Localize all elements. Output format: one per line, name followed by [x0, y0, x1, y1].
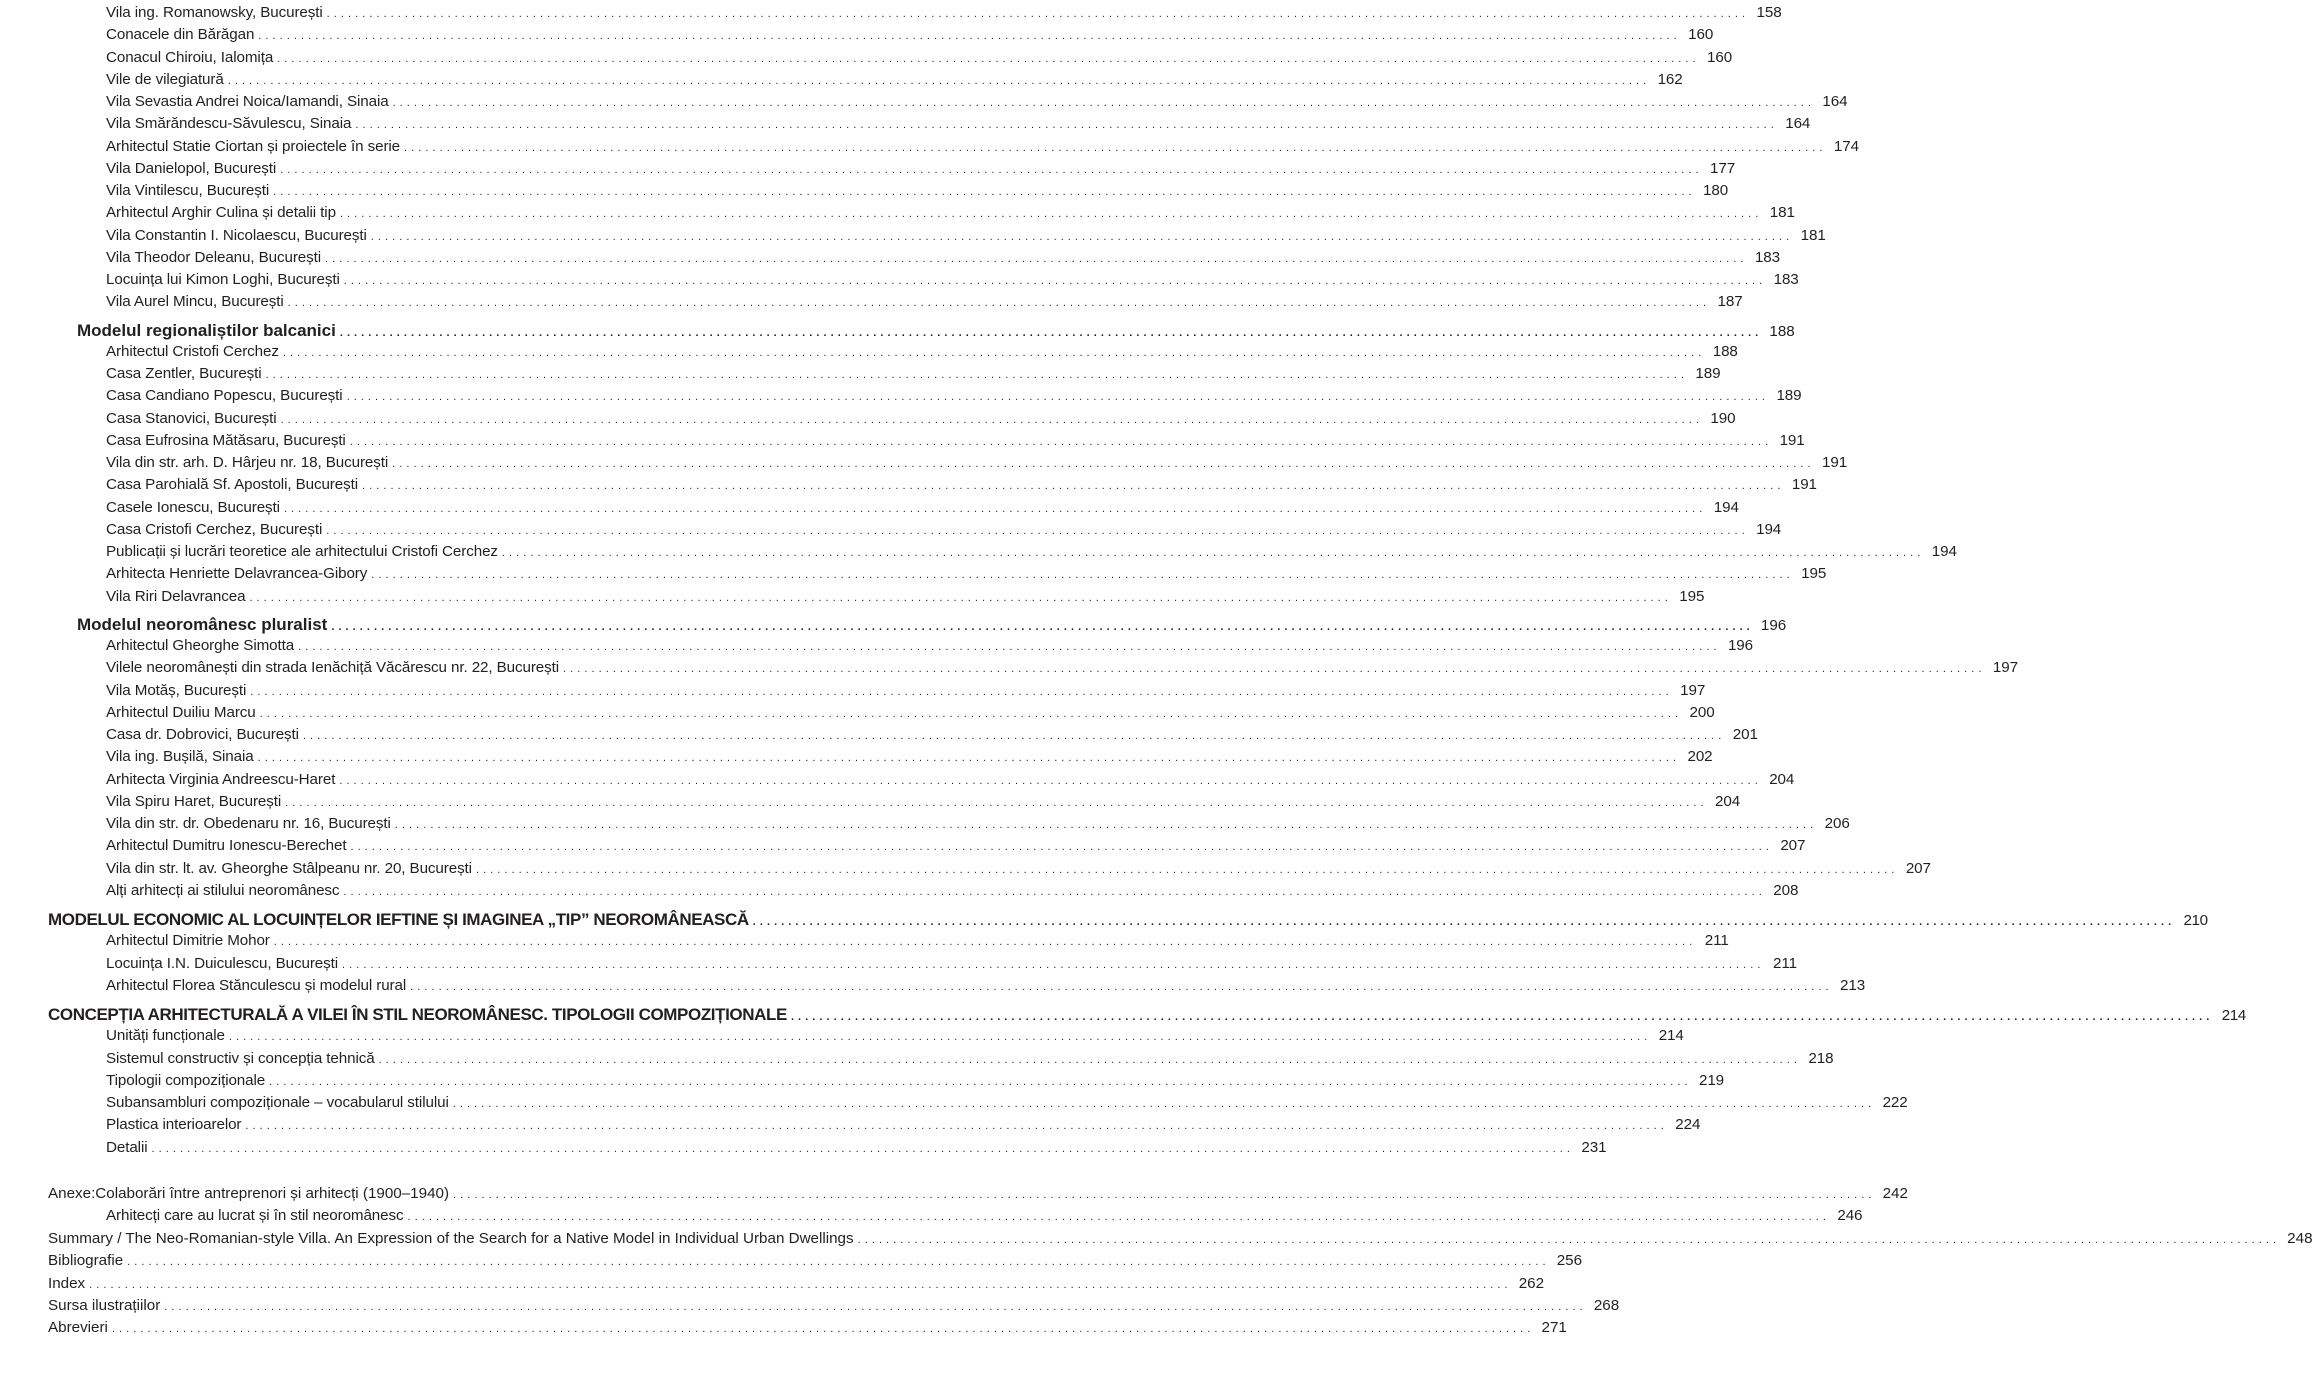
toc-entry-page: 195	[1801, 565, 1827, 583]
toc-entry-title: Arhitectul Arghir Culina și detalii tip	[106, 204, 336, 222]
toc-entry-title: Vila Danielopol, București	[106, 159, 277, 177]
toc-entry	[106, 770, 1795, 788]
dot-leader: . . . . . . . . . . . . . . . . . . . . . . . . . . . . . . . . . . . . . . . . . . . . . . . . . . . . . . . . . . . . . . . . . . . . . . . . . . . . . . . . . . . . . . . . . . . . . . . . . . . . . . . . . . . . . . . . . . . . . . . . . . . . . . . . . . . . . . . . . . . . . . . . . . . . . . . . . . . . . . . . . . . . . . . . . . . . . . . . . . . . . . . . . . . . . . . . . . . . . . . .	[410, 980, 1830, 993]
toc-entry	[106, 48, 1733, 66]
toc-entry	[77, 614, 1787, 635]
toc-entry-title: Modelul neoromânesc pluralist	[77, 614, 328, 634]
toc-entry	[106, 1207, 1863, 1225]
toc-entry	[106, 271, 1799, 288]
toc-entry	[106, 726, 1758, 743]
toc-entry-page: 210	[2183, 912, 2208, 929]
toc-entry	[106, 792, 1741, 810]
toc-entry	[48, 910, 2208, 930]
toc-entry-title: Vila Smărăndescu-Săvulescu, Sinaia	[106, 115, 352, 133]
dot-leader: . . . . . . . . . . . . . . . . . . . . . . . . . . . . . . . . . . . . . . . . . . . . . . . . . . . . . . . . . . . . . . . . . . . . . . . . . . . . . . . . . . . . . . . . . . . . . . . . . . . . . . . . . . . . . . . . . . . . . . . . . . . . . . . . . . . . . . . . . . . . . . . . . . . . . . . . . . . . . . . . . . . . . . . . . . . . . . . . . . . . . . . . . . . . . . . . . . . . . . . .	[790, 1011, 2210, 1023]
dot-leader: . . . . . . . . . . . . . . . . . . . . . . . . . . . . . . . . . . . . . . . . . . . . . . . . . . . . . . . . . . . . . . . . . . . . . . . . . . . . . . . . . . . . . . . . . . . . . . . . . . . . . . . . . . . . . . . . . . . . . . . . . . . . . . . . . . . . . . . . . . . . . . . . . . . . . . . . . . . . . . . . . . . . . . . . . . . . . . . . . . . . . . . . . . . . . . . . . . . . . . . .	[362, 480, 1781, 493]
toc-entry	[48, 1229, 2313, 1247]
dot-leader: . . . . . . . . . . . . . . . . . . . . . . . . . . . . . . . . . . . . . . . . . . . . . . . . . . . . . . . . . . . . . . . . . . . . . . . . . . . . . . . . . . . . . . . . . . . . . . . . . . . . . . . . . . . . . . . . . . . . . . . . . . . . . . . . . . . . . . . . . . . . . . . . . . . . . . . . . . . . . . . . . . . . . . . . . . . . . . . . . . . . . . . . . . . . . . . . . . . . . . . .	[111, 1323, 1531, 1336]
toc-entry-title: Tipologii compoziționale	[106, 1071, 266, 1089]
toc-entry-title: Locuința lui Kimon Loghi, București	[106, 271, 340, 288]
toc-entry-page: 214	[2221, 1007, 2246, 1024]
dot-leader: . . . . . . . . . . . . . . . . . . . . . . . . . . . . . . . . . . . . . . . . . . . . . . . . . . . . . . . . . . . . . . . . . . . . . . . . . . . . . . . . . . . . . . . . . . . . . . . . . . . . . . . . . . . . . . . . . . . . . . . . . . . . . . . . . . . . . . . . . . . . . . . . . . . . . . . . . . . . . . . . . . . . . . . . . . . . . . . . . . . . . . . . . . . . . . . . . . . . . . . .	[258, 30, 1678, 43]
toc-entry	[106, 637, 1753, 654]
toc-entry-page: 162	[1657, 70, 1683, 88]
toc-entry-page: 188	[1712, 342, 1738, 360]
toc-entry	[106, 226, 1826, 244]
dot-leader: . . . . . . . . . . . . . . . . . . . . . . . . . . . . . . . . . . . . . . . . . . . . . . . . . . . . . . . . . . . . . . . . . . . . . . . . . . . . . . . . . . . . . . . . . . . . . . . . . . . . . . . . . . . . . . . . . . . . . . . . . . . . . . . . . . . . . . . . . . . . . . . . . . . . . . . . . . . . . . . . . . . . . . . . . . . . . . . . . . . . . . . . . . . . . . . . . . . . . . . .	[249, 591, 1669, 604]
dot-leader: . . . . . . . . . . . . . . . . . . . . . . . . . . . . . . . . . . . . . . . . . . . . . . . . . . . . . . . . . . . . . . . . . . . . . . . . . . . . . . . . . . . . . . . . . . . . . . . . . . . . . . . . . . . . . . . . . . . . . . . . . . . . . . . . . . . . . . . . . . . . . . . . . . . . . . . . . . . . . . . . . . . . . . . . . . . . . . . . . . . . . . . . . . . . . . . . . . . . . . . .	[501, 547, 1921, 559]
toc-entry-page: 202	[1687, 748, 1713, 766]
toc-entry-title: Vila Spiru Haret, București	[106, 792, 282, 810]
dot-leader: . . . . . . . . . . . . . . . . . . . . . . . . . . . . . . . . . . . . . . . . . . . . . . . . . . . . . . . . . . . . . . . . . . . . . . . . . . . . . . . . . . . . . . . . . . . . . . . . . . . . . . . . . . . . . . . . . . . . . . . . . . . . . . . . . . . . . . . . . . . . . . . . . . . . . . . . . . . . . . . . . . . . . . . . . . . . . . . . . . . . . . . . . . . . . . . . . . . . . . . .	[245, 1120, 1665, 1133]
toc-entry-page: 218	[1808, 1049, 1834, 1067]
toc-entry-page: 180	[1703, 182, 1729, 199]
dot-leader: . . . . . . . . . . . . . . . . . . . . . . . . . . . . . . . . . . . . . . . . . . . . . . . . . . . . . . . . . . . . . . . . . . . . . . . . . . . . . . . . . . . . . . . . . . . . . . . . . . . . . . . . . . . . . . . . . . . . . . . . . . . . . . . . . . . . . . . . . . . . . . . . . . . . . . . . . . . . . . . . . . . . . . . . . . . . . . . . . . . . . . . . . . . . . . . . . . . . . . . .	[394, 819, 1814, 831]
toc-entry-page: 219	[1698, 1071, 1725, 1089]
dot-leader: . . . . . . . . . . . . . . . . . . . . . . . . . . . . . . . . . . . . . . . . . . . . . . . . . . . . . . . . . . . . . . . . . . . . . . . . . . . . . . . . . . . . . . . . . . . . . . . . . . . . . . . . . . . . . . . . . . . . . . . . . . . . . . . . . . . . . . . . . . . . . . . . . . . . . . . . . . . . . . . . . . . . . . . . . . . . . . . . . . . . . . . . . . . . . . . . . . . . . . . .	[287, 297, 1707, 310]
toc-entry-page: 164	[1785, 115, 1811, 133]
toc-entry-page: 187	[1717, 293, 1743, 311]
toc-entry-title: Vile de vilegiatură	[106, 70, 224, 88]
dot-leader: . . . . . . . . . . . . . . . . . . . . . . . . . . . . . . . . . . . . . . . . . . . . . . . . . . . . . . . . . . . . . . . . . . . . . . . . . . . . . . . . . . . . . . . . . . . . . . . . . . . . . . . . . . . . . . . . . . . . . . . . . . . . . . . . . . . . . . . . . . . . . . . . . . . . . . . . . . . . . . . . . . . . . . . . . . . . . . . . . . . . . . . . . . . . . . . . . . . . . . . .	[752, 916, 2172, 928]
toc-entry	[106, 520, 1782, 538]
toc-entry	[106, 431, 1805, 449]
toc-entry-title: Modelul regionaliștilor balcanici	[77, 320, 336, 340]
toc-entry-page: 211	[1704, 932, 1729, 950]
toc-entry	[106, 248, 1780, 266]
toc-entry	[48, 1274, 1545, 1292]
toc-entry	[106, 293, 1743, 311]
toc-entry-page: 231	[1581, 1138, 1607, 1156]
dot-leader: . . . . . . . . . . . . . . . . . . . . . . . . . . . . . . . . . . . . . . . . . . . . . . . . . . . . . . . . . . . . . . . . . . . . . . . . . . . . . . . . . . . . . . . . . . . . . . . . . . . . . . . . . . . . . . . . . . . . . . . . . . . . . . . . . . . . . . . . . . . . . . . . . . . . . . . . . . . . . . . . . . . . . . . . . . . . . . . . . . . . . . . . . . . . . . . . . . . . . . . .	[350, 841, 1770, 854]
toc-entry-title: Arhitecta Virginia Andreescu-Haret	[106, 770, 336, 788]
dot-leader: . . . . . . . . . . . . . . . . . . . . . . . . . . . . . . . . . . . . . . . . . . . . . . . . . . . . . . . . . . . . . . . . . . . . . . . . . . . . . . . . . . . . . . . . . . . . . . . . . . . . . . . . . . . . . . . . . . . . . . . . . . . . . . . . . . . . . . . . . . . . . . . . . . . . . . . . . . . . . . . . . . . . . . . . . . . . . . . . . . . . . . . . . . . . . . . . . . . . . . . .	[280, 413, 1700, 426]
toc-entry-title: Vila Aurel Mincu, București	[106, 293, 284, 311]
dot-leader: . . . . . . . . . . . . . . . . . . . . . . . . . . . . . . . . . . . . . . . . . . . . . . . . . . . . . . . . . . . . . . . . . . . . . . . . . . . . . . . . . . . . . . . . . . . . . . . . . . . . . . . . . . . . . . . . . . . . . . . . . . . . . . . . . . . . . . . . . . . . . . . . . . . . . . . . . . . . . . . . . . . . . . . . . . . . . . . . . . . . . . . . . . . . . . . . . . . . . . . .	[257, 752, 1677, 765]
dot-leader: . . . . . . . . . . . . . . . . . . . . . . . . . . . . . . . . . . . . . . . . . . . . . . . . . . . . . . . . . . . . . . . . . . . . . . . . . . . . . . . . . . . . . . . . . . . . . . . . . . . . . . . . . . . . . . . . . . . . . . . . . . . . . . . . . . . . . . . . . . . . . . . . . . . . . . . . . . . . . . . . . . . . . . . . . . . . . . . . . . . . . . . . . . . . . . . . . . . . . . . .	[331, 620, 1751, 633]
dot-leader: . . . . . . . . . . . . . . . . . . . . . . . . . . . . . . . . . . . . . . . . . . . . . . . . . . . . . . . . . . . . . . . . . . . . . . . . . . . . . . . . . . . . . . . . . . . . . . . . . . . . . . . . . . . . . . . . . . . . . . . . . . . . . . . . . . . . . . . . . . . . . . . . . . . . . . . . . . . . . . . . . . . . . . . . . . . . . . . . . . . . . . . . . . . . . . . . . . . . . . . .	[298, 641, 1717, 653]
toc-entry-title: Plastica interioarelor	[106, 1116, 242, 1134]
toc-entry	[106, 1071, 1725, 1089]
toc-entry	[106, 93, 1848, 110]
annex-prefix: Anexe:	[48, 1185, 96, 1202]
dot-leader: . . . . . . . . . . . . . . . . . . . . . . . . . . . . . . . . . . . . . . . . . . . . . . . . . . . . . . . . . . . . . . . . . . . . . . . . . . . . . . . . . . . . . . . . . . . . . . . . . . . . . . . . . . . . . . . . . . . . . . . . . . . . . . . . . . . . . . . . . . . . . . . . . . . . . . . . . . . . . . . . . . . . . . . . . . . . . . . . . . . . . . . . . . . . . . . . . . . . . . . .	[392, 97, 1812, 109]
toc-entry-title: Casa Stanovici, București	[106, 409, 277, 427]
toc-entry-page: 194	[1713, 498, 1739, 516]
toc-entry	[106, 681, 1706, 699]
dot-leader: . . . . . . . . . . . . . . . . . . . . . . . . . . . . . . . . . . . . . . . . . . . . . . . . . . . . . . . . . . . . . . . . . . . . . . . . . . . . . . . . . . . . . . . . . . . . . . . . . . . . . . . . . . . . . . . . . . . . . . . . . . . . . . . . . . . . . . . . . . . . . . . . . . . . . . . . . . . . . . . . . . . . . . . . . . . . . . . . . . . . . . . . . . . . . . . . . . . . . . . .	[339, 326, 1759, 339]
toc-entry-title: Conacele din Bărăgan	[106, 26, 255, 44]
toc-entry-title: Vila Riri Delavrancea	[106, 587, 246, 605]
toc-entry	[106, 659, 2018, 677]
dot-leader: . . . . . . . . . . . . . . . . . . . . . . . . . . . . . . . . . . . . . . . . . . . . . . . . . . . . . . . . . . . . . . . . . . . . . . . . . . . . . . . . . . . . . . . . . . . . . . . . . . . . . . . . . . . . . . . . . . . . . . . . . . . . . . . . . . . . . . . . . . . . . . . . . . . . . . . . . . . . . . . . . . . . . . . . . . . . . . . . . . . . . . . . . . . . . . . . . . . . . . . .	[285, 796, 1705, 809]
toc-entry-page: 177	[1710, 159, 1736, 177]
dot-leader: . . . . . . . . . . . . . . . . . . . . . . . . . . . . . . . . . . . . . . . . . . . . . . . . . . . . . . . . . . . . . . . . . . . . . . . . . . . . . . . . . . . . . . . . . . . . . . . . . . . . . . . . . . . . . . . . . . . . . . . . . . . . . . . . . . . . . . . . . . . . . . . . . . . . . . . . . . . . . . . . . . . . . . . . . . . . . . . . . . . . . . . . . . . . . . . . . . . . . . . .	[326, 524, 1746, 537]
toc-entry-page: 181	[1800, 226, 1826, 244]
toc-entry-page: 208	[1773, 881, 1799, 899]
toc-entry-title: Locuința I.N. Duiculescu, București	[106, 954, 339, 972]
toc-entry-page: 196	[1760, 616, 1787, 634]
dot-leader: . . . . . . . . . . . . . . . . . . . . . . . . . . . . . . . . . . . . . . . . . . . . . . . . . . . . . . . . . . . . . . . . . . . . . . . . . . . . . . . . . . . . . . . . . . . . . . . . . . . . . . . . . . . . . . . . . . . . . . . . . . . . . . . . . . . . . . . . . . . . . . . . . . . . . . . . . . . . . . . . . . . . . . . . . . . . . . . . . . . . . . . . . . . . . . . . . . . . . . . .	[343, 275, 1763, 287]
toc-entry-title: Casa Candiano Popescu, București	[106, 387, 343, 405]
toc-entry	[48, 1252, 1583, 1270]
dot-leader: . . . . . . . . . . . . . . . . . . . . . . . . . . . . . . . . . . . . . . . . . . . . . . . . . . . . . . . . . . . . . . . . . . . . . . . . . . . . . . . . . . . . . . . . . . . . . . . . . . . . . . . . . . . . . . . . . . . . . . . . . . . . . . . . . . . . . . . . . . . . . . . . . . . . . . . . . . . . . . . . . . . . . . . . . . . . . . . . . . . . . . . . . . . . . . . . . . . . . . . .	[151, 1142, 1571, 1155]
toc-entry-page: 189	[1776, 387, 1802, 405]
toc-entry-title: Conacul Chiroiu, Ialomița	[106, 48, 274, 66]
dot-leader: . . . . . . . . . . . . . . . . . . . . . . . . . . . . . . . . . . . . . . . . . . . . . . . . . . . . . . . . . . . . . . . . . . . . . . . . . . . . . . . . . . . . . . . . . . . . . . . . . . . . . . . . . . . . . . . . . . . . . . . . . . . . . . . . . . . . . . . . . . . . . . . . . . . . . . . . . . . . . . . . . . . . . . . . . . . . . . . . . . . . . . . . . . . . . . . . . . . . . . . .	[269, 1075, 1689, 1088]
dot-leader: . . . . . . . . . . . . . . . . . . . . . . . . . . . . . . . . . . . . . . . . . . . . . . . . . . . . . . . . . . . . . . . . . . . . . . . . . . . . . . . . . . . . . . . . . . . . . . . . . . . . . . . . . . . . . . . . . . . . . . . . . . . . . . . . . . . . . . . . . . . . . . . . . . . . . . . . . . . . . . . . . . . . . . . . . . . . . . . . . . . . . . . . . . . . . . . . . . . . . . . .	[404, 141, 1823, 154]
toc-entry	[106, 409, 1736, 427]
toc-entry-page: 197	[1992, 659, 2018, 677]
toc-entry-page: 189	[1695, 365, 1721, 382]
dot-leader: . . . . . . . . . . . . . . . . . . . . . . . . . . . . . . . . . . . . . . . . . . . . . . . . . . . . . . . . . . . . . . . . . . . . . . . . . . . . . . . . . . . . . . . . . . . . . . . . . . . . . . . . . . . . . . . . . . . . . . . . . . . . . . . . . . . . . . . . . . . . . . . . . . . . . . . . . . . . . . . . . . . . . . . . . . . . . . . . . . . . . . . . . . . . . . . . . . . . . . . .	[355, 119, 1775, 132]
toc-entry-title: Vila Sevastia Andrei Noica/Iamandi, Sinaia	[106, 93, 389, 110]
toc-entry-page: 224	[1675, 1116, 1701, 1134]
toc-entry-page: 200	[1689, 703, 1715, 721]
toc-entry-title: Vila Motăș, București	[106, 681, 247, 699]
toc-entry	[106, 476, 1817, 494]
toc-entry	[48, 1319, 1567, 1337]
dot-leader: . . . . . . . . . . . . . . . . . . . . . . . . . . . . . . . . . . . . . . . . . . . . . . . . . . . . . . . . . . . . . . . . . . . . . . . . . . . . . . . . . . . . . . . . . . . . . . . . . . . . . . . . . . . . . . . . . . . . . . . . . . . . . . . . . . . . . . . . . . . . . . . . . . . . . . . . . . . . . . . . . . . . . . . . . . . . . . . . . . . . . . . . . . . . . . . . . . . . . . . .	[273, 186, 1693, 198]
toc-entry-title: Detalii	[106, 1138, 148, 1156]
toc-entry-page: 248	[2287, 1229, 2313, 1247]
toc-entry-title: Arhitectul Dumitru Ionescu-Berechet	[106, 837, 347, 855]
toc-entry-title: Casa Eufrosina Mătăsaru, București	[106, 431, 346, 449]
toc-entry-title: Index	[48, 1274, 86, 1292]
dot-leader: . . . . . . . . . . . . . . . . . . . . . . . . . . . . . . . . . . . . . . . . . . . . . . . . . . . . . . . . . . . . . . . . . . . . . . . . . . . . . . . . . . . . . . . . . . . . . . . . . . . . . . . . . . . . . . . . . . . . . . . . . . . . . . . . . . . . . . . . . . . . . . . . . . . . . . . . . . . . . . . . . . . . . . . . . . . . . . . . . . . . . . . . . . . . . . . . . . . . . . . .	[452, 1098, 1872, 1110]
toc-entry-title: Casa dr. Dobrovici, București	[106, 726, 299, 743]
toc-entry	[106, 543, 1957, 560]
dot-leader: . . . . . . . . . . . . . . . . . . . . . . . . . . . . . . . . . . . . . . . . . . . . . . . . . . . . . . . . . . . . . . . . . . . . . . . . . . . . . . . . . . . . . . . . . . . . . . . . . . . . . . . . . . . . . . . . . . . . . . . . . . . . . . . . . . . . . . . . . . . . . . . . . . . . . . . . . . . . . . . . . . . . . . . . . . . . . . . . . . . . . . . . . . . . . . . . . . . . . . . .	[475, 863, 1895, 876]
dot-leader: . . . . . . . . . . . . . . . . . . . . . . . . . . . . . . . . . . . . . . . . . . . . . . . . . . . . . . . . . . . . . . . . . . . . . . . . . . . . . . . . . . . . . . . . . . . . . . . . . . . . . . . . . . . . . . . . . . . . . . . . . . . . . . . . . . . . . . . . . . . . . . . . . . . . . . . . . . . . . . . . . . . . . . . . . . . . . . . . . . . . . . . . . . . . . . . . . . . . . . . .	[283, 502, 1703, 515]
toc-entry	[106, 342, 1738, 360]
dot-leader: . . . . . . . . . . . . . . . . . . . . . . . . . . . . . . . . . . . . . . . . . . . . . . . . . . . . . . . . . . . . . . . . . . . . . . . . . . . . . . . . . . . . . . . . . . . . . . . . . . . . . . . . . . . . . . . . . . . . . . . . . . . . . . . . . . . . . . . . . . . . . . . . . . . . . . . . . . . . . . . . . . . . . . . . . . . . . . . . . . . . . . . . . . . . . . . . . . . . . . . .	[259, 707, 1679, 720]
toc-entry	[106, 1094, 1908, 1111]
dot-leader: . . . . . . . . . . . . . . . . . . . . . . . . . . . . . . . . . . . . . . . . . . . . . . . . . . . . . . . . . . . . . . . . . . . . . . . . . . . . . . . . . . . . . . . . . . . . . . . . . . . . . . . . . . . . . . . . . . . . . . . . . . . . . . . . . . . . . . . . . . . . . . . . . . . . . . . . . . . . . . . . . . . . . . . . . . . . . . . . . . . . . . . . . . . . . . . . . . . . . . . .	[228, 1031, 1648, 1044]
toc-entry	[106, 365, 1721, 382]
toc-entry-title: Vila ing. Romanowsky, București	[106, 4, 323, 21]
dot-leader: . . . . . . . . . . . . . . . . . . . . . . . . . . . . . . . . . . . . . . . . . . . . . . . . . . . . . . . . . . . . . . . . . . . . . . . . . . . . . . . . . . . . . . . . . . . . . . . . . . . . . . . . . . . . . . . . . . . . . . . . . . . . . . . . . . . . . . . . . . . . . . . . . . . . . . . . . . . . . . . . . . . . . . . . . . . . . . . . . . . . . . . . . . . . . . . . . . . . . . . .	[371, 569, 1791, 582]
toc-entry-page: 160	[1707, 48, 1733, 66]
toc-entry-page: 214	[1658, 1027, 1684, 1045]
dot-leader: . . . . . . . . . . . . . . . . . . . . . . . . . . . . . . . . . . . . . . . . . . . . . . . . . . . . . . . . . . . . . . . . . . . . . . . . . . . . . . . . . . . . . . . . . . . . . . . . . . . . . . . . . . . . . . . . . . . . . . . . . . . . . . . . . . . . . . . . . . . . . . . . . . . . . . . . . . . . . . . . . . . . . . . . . . . . . . . . . . . . . . . . . . . . . . . . . . . . . . . .	[392, 458, 1812, 470]
toc-entry-title: Colaborări între antreprenori și arhitecți (1900–1940)	[95, 1185, 450, 1202]
toc-entry	[106, 454, 1848, 471]
toc-entry	[106, 204, 1795, 222]
dot-leader: . . . . . . . . . . . . . . . . . . . . . . . . . . . . . . . . . . . . . . . . . . . . . . . . . . . . . . . . . . . . . . . . . . . . . . . . . . . . . . . . . . . . . . . . . . . . . . . . . . . . . . . . . . . . . . . . . . . . . . . . . . . . . . . . . . . . . . . . . . . . . . . . . . . . . . . . . . . . . . . . . . . . . . . . . . . . . . . . . . . . . . . . . . . . . . . . . . . . . . . .	[339, 774, 1759, 787]
toc-entry-title: Arhitecta Henriette Delavrancea-Gibory	[106, 565, 368, 583]
toc-entry-page: 271	[1541, 1319, 1567, 1337]
toc-entry	[106, 976, 1866, 994]
toc-entry-page: 183	[1754, 248, 1780, 266]
toc-entry-title: Arhitectul Dimitrie Mohor	[106, 932, 270, 950]
dot-leader: . . . . . . . . . . . . . . . . . . . . . . . . . . . . . . . . . . . . . . . . . . . . . . . . . . . . . . . . . . . . . . . . . . . . . . . . . . . . . . . . . . . . . . . . . . . . . . . . . . . . . . . . . . . . . . . . . . . . . . . . . . . . . . . . . . . . . . . . . . . . . . . . . . . . . . . . . . . . . . . . . . . . . . . . . . . . . . . . . . . . . . . . . . . . . . . . . . . . . . . .	[563, 663, 1982, 676]
toc-entry-page: 174	[1833, 137, 1859, 155]
toc-entry	[77, 320, 1795, 341]
toc-entry-title: CONCEPȚIA ARHITECTURALĂ A VILEI ÎN STIL NEOROMÂNESC. TIPOLOGII COMPOZIȚIONALE	[48, 1005, 787, 1024]
toc-entry	[106, 837, 1806, 855]
toc-entry-page: 196	[1727, 637, 1753, 654]
toc-entry-page: 222	[1882, 1094, 1908, 1111]
toc-entry	[106, 137, 1859, 155]
dot-leader: . . . . . . . . . . . . . . . . . . . . . . . . . . . . . . . . . . . . . . . . . . . . . . . . . . . . . . . . . . . . . . . . . . . . . . . . . . . . . . . . . . . . . . . . . . . . . . . . . . . . . . . . . . . . . . . . . . . . . . . . . . . . . . . . . . . . . . . . . . . . . . . . . . . . . . . . . . . . . . . . . . . . . . . . . . . . . . . . . . . . . . . . . . . . . . . . . . . . . . . .	[273, 936, 1693, 949]
dot-leader: . . . . . . . . . . . . . . . . . . . . . . . . . . . . . . . . . . . . . . . . . . . . . . . . . . . . . . . . . . . . . . . . . . . . . . . . . . . . . . . . . . . . . . . . . . . . . . . . . . . . . . . . . . . . . . . . . . . . . . . . . . . . . . . . . . . . . . . . . . . . . . . . . . . . . . . . . . . . . . . . . . . . . . . . . . . . . . . . . . . . . . . . . . . . . . . . . . . . . . . .	[349, 435, 1769, 448]
toc-entry-page: 256	[1556, 1252, 1583, 1270]
toc-entry-page: 195	[1679, 587, 1705, 605]
toc-entry	[106, 587, 1705, 605]
toc-entry-page: 262	[1518, 1274, 1545, 1292]
toc-entry-title: Vila Vintilescu, București	[106, 182, 270, 199]
toc-entry-title: Alți arhitecți ai stilului neoromânesc	[106, 881, 340, 899]
toc-entry-title: Arhitectul Cristofi Cerchez	[106, 342, 279, 360]
toc-entry-page: 181	[1769, 204, 1795, 222]
dot-leader: . . . . . . . . . . . . . . . . . . . . . . . . . . . . . . . . . . . . . . . . . . . . . . . . . . . . . . . . . . . . . . . . . . . . . . . . . . . . . . . . . . . . . . . . . . . . . . . . . . . . . . . . . . . . . . . . . . . . . . . . . . . . . . . . . . . . . . . . . . . . . . . . . . . . . . . . . . . . . . . . . . . . . . . . . . . . . . . . . . . . . . . . . . . . . . . . . . . . . . . .	[342, 958, 1761, 971]
toc-entry	[48, 1005, 2246, 1025]
toc-entry-title: Unități funcționale	[106, 1027, 225, 1045]
toc-entry	[106, 1138, 1607, 1156]
toc-entry-title: Vila Theodor Deleanu, București	[106, 248, 322, 266]
toc-entry-title: Arhitecți care au lucrat și în stil neoromânesc	[106, 1207, 404, 1225]
toc-entry	[106, 954, 1797, 972]
dot-leader: . . . . . . . . . . . . . . . . . . . . . . . . . . . . . . . . . . . . . . . . . . . . . . . . . . . . . . . . . . . . . . . . . . . . . . . . . . . . . . . . . . . . . . . . . . . . . . . . . . . . . . . . . . . . . . . . . . . . . . . . . . . . . . . . . . . . . . . . . . . . . . . . . . . . . . . . . . . . . . . . . . . . . . . . . . . . . . . . . . . . . . . . . . . . . . . . . . . . . . . .	[164, 1301, 1584, 1313]
dot-leader: . . . . . . . . . . . . . . . . . . . . . . . . . . . . . . . . . . . . . . . . . . . . . . . . . . . . . . . . . . . . . . . . . . . . . . . . . . . . . . . . . . . . . . . . . . . . . . . . . . . . . . . . . . . . . . . . . . . . . . . . . . . . . . . . . . . . . . . . . . . . . . . . . . . . . . . . . . . . . . . . . . . . . . . . . . . . . . . . . . . . . . . . . . . . . . . . . . . . . . . .	[326, 8, 1746, 20]
toc-entry-page: 158	[1756, 4, 1782, 21]
toc-entry	[106, 498, 1739, 516]
toc-entry-title: Summary / The Neo-Romanian-style Villa. An Expression of the Search for a Native Model in Individual Urban Dwellings	[48, 1229, 854, 1247]
toc-entry-page: 191	[1822, 454, 1848, 471]
toc-entry-page: 268	[1593, 1297, 1620, 1314]
toc-entry-page: 204	[1769, 770, 1795, 788]
toc-entry	[106, 4, 1782, 21]
dot-leader: . . . . . . . . . . . . . . . . . . . . . . . . . . . . . . . . . . . . . . . . . . . . . . . . . . . . . . . . . . . . . . . . . . . . . . . . . . . . . . . . . . . . . . . . . . . . . . . . . . . . . . . . . . . . . . . . . . . . . . . . . . . . . . . . . . . . . . . . . . . . . . . . . . . . . . . . . . . . . . . . . . . . . . . . . . . . . . . . . . . . . . . . . . . . . . . . . . . . . . . .	[282, 346, 1702, 359]
toc-entry	[106, 881, 1799, 899]
toc-entry-page: 197	[1680, 681, 1706, 699]
toc-entry	[106, 748, 1713, 766]
toc-entry	[106, 703, 1715, 721]
toc-entry-title: Arhitectul Florea Stănculescu și modelul rural	[106, 976, 407, 994]
toc-entry-page: 191	[1791, 476, 1817, 494]
toc-entry	[106, 815, 1850, 832]
toc-entry-title: Sursa ilustrațiilor	[48, 1297, 161, 1314]
dot-leader: . . . . . . . . . . . . . . . . . . . . . . . . . . . . . . . . . . . . . . . . . . . . . . . . . . . . . . . . . . . . . . . . . . . . . . . . . . . . . . . . . . . . . . . . . . . . . . . . . . . . . . . . . . . . . . . . . . . . . . . . . . . . . . . . . . . . . . . . . . . . . . . . . . . . . . . . . . . . . . . . . . . . . . . . . . . . . . . . . . . . . . . . . . . . . . . . . . . . . . . .	[407, 1211, 1827, 1224]
toc-entry-title: Casa Zentler, București	[106, 365, 262, 382]
toc-entry-page: 194	[1931, 543, 1957, 560]
toc-entry	[106, 565, 1827, 583]
toc-entry	[106, 1116, 1701, 1134]
toc-entry	[106, 70, 1683, 88]
dot-leader: . . . . . . . . . . . . . . . . . . . . . . . . . . . . . . . . . . . . . . . . . . . . . . . . . . . . . . . . . . . . . . . . . . . . . . . . . . . . . . . . . . . . . . . . . . . . . . . . . . . . . . . . . . . . . . . . . . . . . . . . . . . . . . . . . . . . . . . . . . . . . . . . . . . . . . . . . . . . . . . . . . . . . . . . . . . . . . . . . . . . . . . . . . . . . . . . . . . . . . . .	[343, 885, 1763, 898]
toc-entry-page: 194	[1756, 520, 1782, 538]
toc-entry	[106, 859, 1931, 877]
dot-leader: . . . . . . . . . . . . . . . . . . . . . . . . . . . . . . . . . . . . . . . . . . . . . . . . . . . . . . . . . . . . . . . . . . . . . . . . . . . . . . . . . . . . . . . . . . . . . . . . . . . . . . . . . . . . . . . . . . . . . . . . . . . . . . . . . . . . . . . . . . . . . . . . . . . . . . . . . . . . . . . . . . . . . . . . . . . . . . . . . . . . . . . . . . . . . . . . . . . . . . . .	[250, 685, 1670, 698]
toc-entry-title: Casa Parohială Sf. Apostoli, București	[106, 476, 358, 494]
dot-leader: . . . . . . . . . . . . . . . . . . . . . . . . . . . . . . . . . . . . . . . . . . . . . . . . . . . . . . . . . . . . . . . . . . . . . . . . . . . . . . . . . . . . . . . . . . . . . . . . . . . . . . . . . . . . . . . . . . . . . . . . . . . . . . . . . . . . . . . . . . . . . . . . . . . . . . . . . . . . . . . . . . . . . . . . . . . . . . . . . . . . . . . . . . . . . . . . . . . . . . . .	[302, 730, 1722, 742]
toc-entry-title: Vilele neoromânești din strada Ienăchiță Văcărescu nr. 22, București	[106, 659, 560, 677]
toc-entry	[106, 1049, 1834, 1067]
dot-leader: . . . . . . . . . . . . . . . . . . . . . . . . . . . . . . . . . . . . . . . . . . . . . . . . . . . . . . . . . . . . . . . . . . . . . . . . . . . . . . . . . . . . . . . . . . . . . . . . . . . . . . . . . . . . . . . . . . . . . . . . . . . . . . . . . . . . . . . . . . . . . . . . . . . . . . . . . . . . . . . . . . . . . . . . . . . . . . . . . . . . . . . . . . . . . . . . . . . . . . . .	[378, 1053, 1798, 1066]
toc-entry-title: Casa Cristofi Cerchez, București	[106, 520, 323, 538]
toc-entry-title: Arhitectul Gheorghe Simotta	[106, 637, 295, 654]
dot-leader: . . . . . . . . . . . . . . . . . . . . . . . . . . . . . . . . . . . . . . . . . . . . . . . . . . . . . . . . . . . . . . . . . . . . . . . . . . . . . . . . . . . . . . . . . . . . . . . . . . . . . . . . . . . . . . . . . . . . . . . . . . . . . . . . . . . . . . . . . . . . . . . . . . . . . . . . . . . . . . . . . . . . . . . . . . . . . . . . . . . . . . . . . . . . . . . . . . . . . . . .	[265, 369, 1685, 381]
toc-entry-page: 201	[1732, 726, 1758, 743]
toc-entry	[106, 159, 1736, 177]
toc-entry	[48, 1297, 1620, 1314]
toc-entry-page: 246	[1837, 1207, 1863, 1225]
dot-leader: . . . . . . . . . . . . . . . . . . . . . . . . . . . . . . . . . . . . . . . . . . . . . . . . . . . . . . . . . . . . . . . . . . . . . . . . . . . . . . . . . . . . . . . . . . . . . . . . . . . . . . . . . . . . . . . . . . . . . . . . . . . . . . . . . . . . . . . . . . . . . . . . . . . . . . . . . . . . . . . . . . . . . . . . . . . . . . . . . . . . . . . . . . . . . . . . . . . . . . . .	[857, 1233, 2277, 1246]
toc-entry-title: Sistemul constructiv și concepția tehnică	[106, 1049, 375, 1067]
toc-entry-page: 204	[1715, 792, 1741, 810]
toc-entry-page: 190	[1710, 409, 1736, 427]
dot-leader: . . . . . . . . . . . . . . . . . . . . . . . . . . . . . . . . . . . . . . . . . . . . . . . . . . . . . . . . . . . . . . . . . . . . . . . . . . . . . . . . . . . . . . . . . . . . . . . . . . . . . . . . . . . . . . . . . . . . . . . . . . . . . . . . . . . . . . . . . . . . . . . . . . . . . . . . . . . . . . . . . . . . . . . . . . . . . . . . . . . . . . . . . . . . . . . . . . . . . . . .	[325, 252, 1744, 265]
dot-leader: . . . . . . . . . . . . . . . . . . . . . . . . . . . . . . . . . . . . . . . . . . . . . . . . . . . . . . . . . . . . . . . . . . . . . . . . . . . . . . . . . . . . . . . . . . . . . . . . . . . . . . . . . . . . . . . . . . . . . . . . . . . . . . . . . . . . . . . . . . . . . . . . . . . . . . . . . . . . . . . . . . . . . . . . . . . . . . . . . . . . . . . . . . . . . . . . . . . . . . . .	[453, 1189, 1872, 1201]
toc-entry-title: Casele Ionescu, București	[106, 498, 280, 516]
toc-entry	[106, 182, 1729, 199]
toc-entry	[106, 932, 1729, 950]
toc-entry-title: Bibliografie	[48, 1252, 124, 1270]
toc-entry-title: Publicații și lucrări teoretice ale arhitectului Cristofi Cerchez	[106, 543, 498, 560]
toc-entry-title: Arhitectul Statie Ciortan și proiectele în serie	[106, 137, 401, 155]
toc-entry-page: 206	[1824, 815, 1850, 832]
dot-leader: . . . . . . . . . . . . . . . . . . . . . . . . . . . . . . . . . . . . . . . . . . . . . . . . . . . . . . . . . . . . . . . . . . . . . . . . . . . . . . . . . . . . . . . . . . . . . . . . . . . . . . . . . . . . . . . . . . . . . . . . . . . . . . . . . . . . . . . . . . . . . . . . . . . . . . . . . . . . . . . . . . . . . . . . . . . . . . . . . . . . . . . . . . . . . . . . . . . . . . . .	[280, 163, 1700, 176]
toc-entry-page: 164	[1822, 93, 1848, 110]
toc-entry	[48, 1185, 1908, 1202]
toc-entry	[106, 387, 1802, 405]
toc-entry-page: 191	[1779, 431, 1805, 449]
toc-entry-title: Vila Constantin I. Nicolaescu, București	[106, 226, 367, 244]
toc-entry	[106, 26, 1714, 44]
toc-entry	[106, 115, 1811, 133]
toc-entry-page: 207	[1780, 837, 1806, 855]
toc-entry-title: Vila din str. arh. D. Hârjeu nr. 18, București	[106, 454, 389, 471]
toc-entry-page: 183	[1773, 271, 1799, 288]
toc-entry-title: Vila ing. Bușilă, Sinaia	[106, 748, 254, 766]
toc-entry-title: Abrevieri	[48, 1319, 108, 1337]
toc-entry-title: Arhitectul Duiliu Marcu	[106, 703, 256, 721]
toc-entry-title: Subansambluri compoziționale – vocabularul stilului	[106, 1094, 449, 1111]
dot-leader: . . . . . . . . . . . . . . . . . . . . . . . . . . . . . . . . . . . . . . . . . . . . . . . . . . . . . . . . . . . . . . . . . . . . . . . . . . . . . . . . . . . . . . . . . . . . . . . . . . . . . . . . . . . . . . . . . . . . . . . . . . . . . . . . . . . . . . . . . . . . . . . . . . . . . . . . . . . . . . . . . . . . . . . . . . . . . . . . . . . . . . . . . . . . . . . . . . . . . . . .	[277, 52, 1697, 65]
dot-leader: . . . . . . . . . . . . . . . . . . . . . . . . . . . . . . . . . . . . . . . . . . . . . . . . . . . . . . . . . . . . . . . . . . . . . . . . . . . . . . . . . . . . . . . . . . . . . . . . . . . . . . . . . . . . . . . . . . . . . . . . . . . . . . . . . . . . . . . . . . . . . . . . . . . . . . . . . . . . . . . . . . . . . . . . . . . . . . . . . . . . . . . . . . . . . . . . . . . . . . . .	[346, 391, 1766, 404]
toc-entry-page: 213	[1840, 976, 1866, 994]
dot-leader: . . . . . . . . . . . . . . . . . . . . . . . . . . . . . . . . . . . . . . . . . . . . . . . . . . . . . . . . . . . . . . . . . . . . . . . . . . . . . . . . . . . . . . . . . . . . . . . . . . . . . . . . . . . . . . . . . . . . . . . . . . . . . . . . . . . . . . . . . . . . . . . . . . . . . . . . . . . . . . . . . . . . . . . . . . . . . . . . . . . . . . . . . . . . . . . . . . . . . . . .	[127, 1256, 1547, 1269]
toc-entry-page: 211	[1773, 954, 1797, 972]
dot-leader: . . . . . . . . . . . . . . . . . . . . . . . . . . . . . . . . . . . . . . . . . . . . . . . . . . . . . . . . . . . . . . . . . . . . . . . . . . . . . . . . . . . . . . . . . . . . . . . . . . . . . . . . . . . . . . . . . . . . . . . . . . . . . . . . . . . . . . . . . . . . . . . . . . . . . . . . . . . . . . . . . . . . . . . . . . . . . . . . . . . . . . . . . . . . . . . . . . . . . . . .	[89, 1278, 1509, 1291]
toc-entry-page: 242	[1882, 1185, 1908, 1202]
dot-leader: . . . . . . . . . . . . . . . . . . . . . . . . . . . . . . . . . . . . . . . . . . . . . . . . . . . . . . . . . . . . . . . . . . . . . . . . . . . . . . . . . . . . . . . . . . . . . . . . . . . . . . . . . . . . . . . . . . . . . . . . . . . . . . . . . . . . . . . . . . . . . . . . . . . . . . . . . . . . . . . . . . . . . . . . . . . . . . . . . . . . . . . . . . . . . . . . . . . . . . . .	[370, 230, 1790, 243]
toc-entry-page: 207	[1905, 859, 1931, 877]
dot-leader: . . . . . . . . . . . . . . . . . . . . . . . . . . . . . . . . . . . . . . . . . . . . . . . . . . . . . . . . . . . . . . . . . . . . . . . . . . . . . . . . . . . . . . . . . . . . . . . . . . . . . . . . . . . . . . . . . . . . . . . . . . . . . . . . . . . . . . . . . . . . . . . . . . . . . . . . . . . . . . . . . . . . . . . . . . . . . . . . . . . . . . . . . . . . . . . . . . . . . . . .	[339, 208, 1759, 221]
toc-entry-title: Vila din str. lt. av. Gheorghe Stâlpeanu nr. 20, București	[106, 859, 472, 877]
toc-entry	[106, 1027, 1684, 1045]
toc-entry-page: 160	[1688, 26, 1714, 44]
toc-entry-title: Vila din str. dr. Obedenaru nr. 16, București	[106, 815, 391, 832]
toc-entry-title: MODELUL ECONOMIC AL LOCUINȚELOR IEFTINE ȘI IMAGINEA „TIP” NEOROMÂNEASCĂ	[48, 910, 749, 929]
toc-entry-page: 188	[1769, 322, 1795, 340]
dot-leader: . . . . . . . . . . . . . . . . . . . . . . . . . . . . . . . . . . . . . . . . . . . . . . . . . . . . . . . . . . . . . . . . . . . . . . . . . . . . . . . . . . . . . . . . . . . . . . . . . . . . . . . . . . . . . . . . . . . . . . . . . . . . . . . . . . . . . . . . . . . . . . . . . . . . . . . . . . . . . . . . . . . . . . . . . . . . . . . . . . . . . . . . . . . . . . . . . . . . . . . .	[227, 74, 1647, 87]
